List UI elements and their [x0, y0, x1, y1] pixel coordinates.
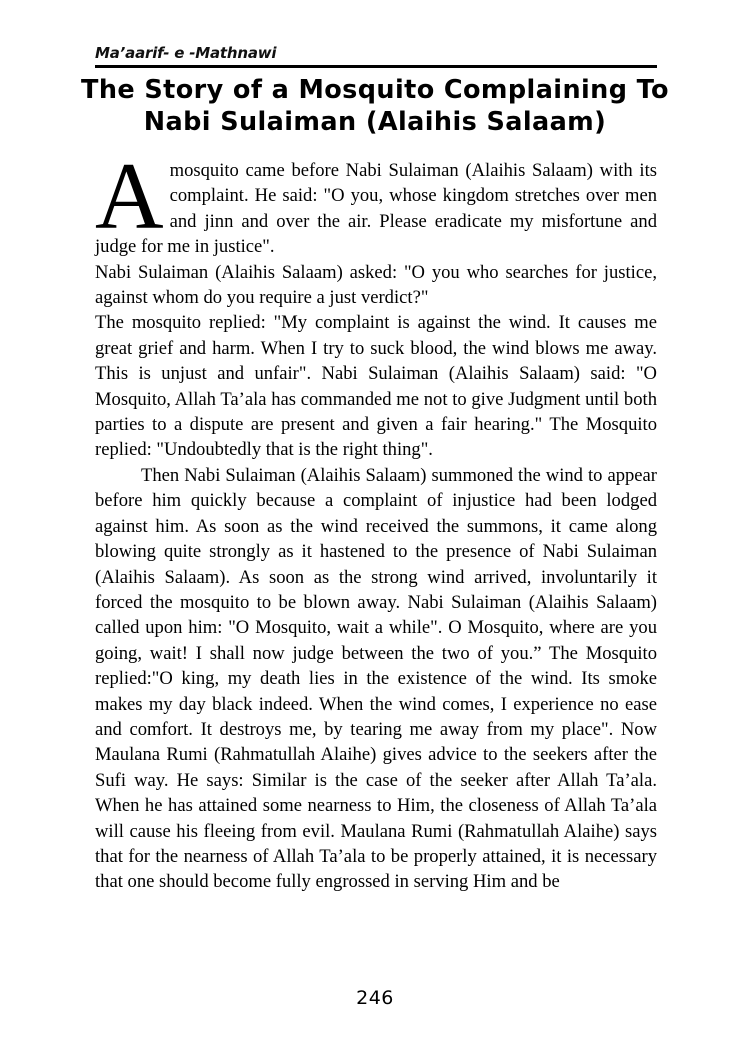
body-paragraph-2 — [95, 260, 657, 311]
body-text-column — [95, 143, 657, 895]
body-paragraph-4 — [95, 463, 657, 895]
body-paragraph-1 — [95, 143, 657, 260]
header-rule-divider — [95, 65, 657, 68]
page-title-line-1: The Story of a Mosquito Complaining To — [81, 75, 669, 105]
page-title-line-2: Nabi Sulaiman (Alaihis Salaam) — [143, 107, 607, 137]
body-paragraph-3-text: The mosquito replied: "My complaint is against the wind. It causes me great grief and harm. When I try to suck blood, the wind blows me away. This is unjust and unfair". Nabi Sulaiman (Alaihis Salaam) said: "O Mosquito, Allah Ta’ala has commanded me not to give Judgment until both parties to a dispute are present and given a fair hearing." The Mosquito replied: "Undoubtedly that is the right thing". — [95, 312, 657, 461]
body-paragraph-4-text: Then Nabi Sulaiman (Alaihis Salaam) summoned the wind to appear before him quickly because a complaint of injustice had been lodged against him. As soon as the wind received the summons, it came along blowing quite strongly as it hastened to the presence of Nabi Sulaiman (Alaihis Salaam). As soon as the strong wind arrived, involuntarily it forced the mosquito to be blown away. Nabi Sulaiman (Alaihis Salaam) called upon him: "O Mosquito, wait a while". O Mosquito, where are you going, wait! I shall now judge between the two of you.” The Mosquito replied:"O king, my death lies in the existence of the wind. Its smoke makes my day black indeed. When the wind comes, I experience no ease and comfort. It destroys me, by tearing me away from my place". Now Maulana Rumi (Rahmatullah Alaihe) gives advice to the seekers after the Sufi way. He says: Similar is the case of the seeker after Allah Ta’ala. When he has attained some nearness to Him, the closeness of Allah Ta’ala will cause his fleeing from evil. Maulana Rumi (Rahmatullah Alaihe) says that for the nearness of Allah Ta’ala to be properly attained, it is necessary that one should become fully engrossed in serving Him and be — [95, 464, 657, 893]
body-paragraph-3 — [95, 310, 657, 462]
body-paragraph-2-text: Nabi Sulaiman (Alaihis Salaam) asked: "O you who searches for justice, against whom do you require a just verdict?" — [95, 261, 657, 309]
page-title — [60, 74, 690, 138]
page-number-folio: 246 — [356, 987, 394, 1009]
running-head-text: Ma’aarif- e -Mathnawi — [95, 44, 277, 62]
drop-cap-letter: A — [95, 143, 164, 249]
running-head — [95, 44, 657, 63]
body-paragraph-1-text: mosquito came before Nabi Sulaiman (Alaihis Salaam) with its complaint. He said: "O you, whose kingdom stretches over men and jinn and over the air. Please eradicate my misfortune and judge for me in justice". — [95, 160, 657, 258]
